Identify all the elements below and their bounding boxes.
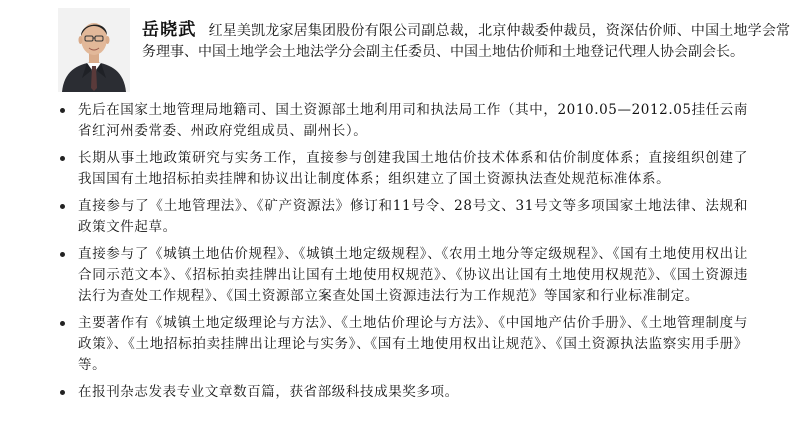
list-item [58,148,748,190]
list-item-text: 直接参与了《城镇土地估价规程》、《城镇土地定级规程》、《农用土地分等定级规程》、《国有土地使用权出让合同示范文本》、《招标拍卖挂牌出让国有土地使用权规范》、《协议出让国有土地使用权规范》、《国土资源违法行为查处工作规程》、《国土资源部立案查处国土资源违法行为工作规范》等国家和行业标准制定。 [78,246,748,304]
achievement-list [58,100,748,409]
list-item [58,196,748,238]
bullet-icon [60,156,65,161]
list-item-text: 先后在国家土地管理局地籍司、国土资源部土地利用司和执法局工作（其中，2010.05—2012.05挂任云南省红河州委常委、州政府党组成员、副州长）。 [78,102,748,139]
list-item-text: 在报刊杂志发表专业文章数百篇，获省部级科技成果奖多项。 [78,384,459,400]
profile-intro [142,20,790,63]
list-item [58,382,748,403]
bullet-icon [60,252,65,257]
list-item-text: 长期从事土地政策研究与实务工作，直接参与创建我国土地估价技术体系和估价制度体系；直接组织创建了我国国有土地招标拍卖挂牌和协议出让制度体系；组织建立了国土资源执法查处规范标准体系。 [78,150,748,187]
bullet-icon [60,390,65,395]
bullet-icon [60,204,65,209]
list-item-text: 主要著作有《城镇土地定级理论与方法》、《土地估价理论与方法》、《中国地产估价手册》、《土地管理制度与政策》、《土地招标拍卖挂牌出让理论与实务》、《国有土地使用权出让规范》、《国土资源执法监察实用手册》等。 [78,315,748,373]
bullet-icon [60,321,65,326]
list-item [58,100,748,142]
portrait-image [58,8,130,92]
bullet-icon [60,108,65,113]
profile-photo [58,8,130,92]
profile-header [58,8,790,92]
profile-name: 岳晓武 [142,20,197,40]
list-item [58,244,748,307]
list-item [58,313,748,376]
list-item-text: 直接参与了《土地管理法》、《矿产资源法》修订和11号令、28号文、31号文等多项国家土地法律、法规和政策文件起草。 [78,198,748,235]
profile-intro-text: 红星美凯龙家居集团股份有限公司副总裁，北京仲裁委仲裁员，资深估价师、中国土地学会常务理事、中国土地学会土地法学分会副主任委员、中国土地估价师和土地登记代理人协会副会长。 [142,23,791,60]
